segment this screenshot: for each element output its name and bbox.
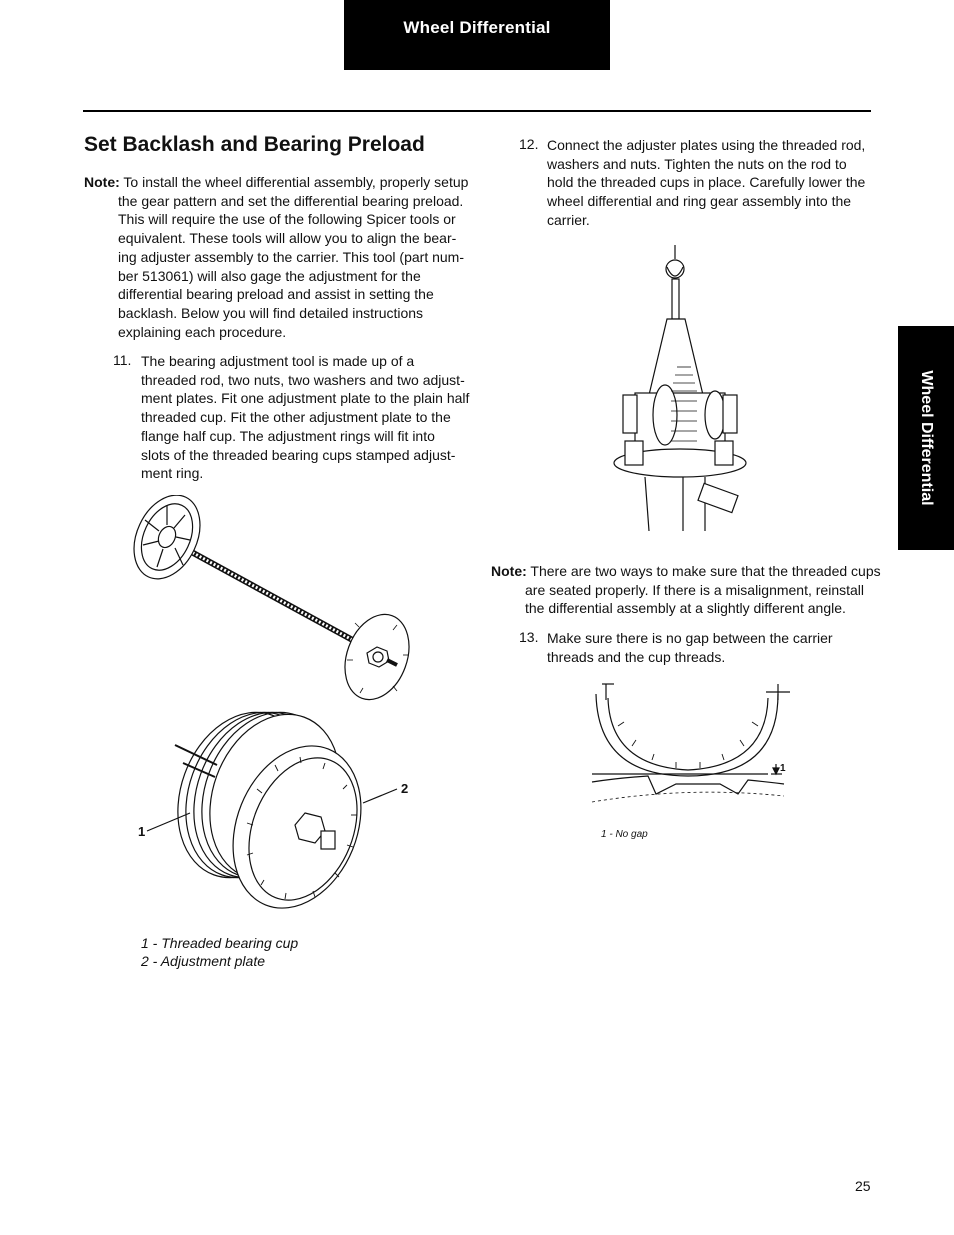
- step-text-line: Make sure there is no gap between the carrier: [547, 630, 833, 646]
- note-text-line: the gear pattern and set the differential bearing preload.: [118, 192, 464, 209]
- note-text-line: the differential assembly at a slightly different angle.: [525, 600, 846, 617]
- note-text-line: equivalent. These tools will allow you to align the bear-: [118, 230, 457, 247]
- thread-gap-illustration: [588, 678, 798, 813]
- step-number: 12.: [519, 136, 539, 152]
- callout-no-gap: 1: [780, 763, 786, 774]
- note-text-line: explaining each procedure.: [118, 323, 287, 340]
- step-text-line: washers and nuts. Tighten the nuts on the rod to: [547, 155, 847, 172]
- step-text-line: Connect the adjuster plates using the threaded rod,: [547, 137, 866, 153]
- note-label: Note:: [491, 563, 527, 579]
- note-text-line: differential bearing preload and assist in setting the: [118, 286, 434, 303]
- note-text-line: ber 513061) will also gage the adjustment for the: [118, 267, 421, 284]
- header-tab-label: Wheel Differential: [403, 18, 551, 37]
- step-text-line: threads and the cup threads.: [547, 648, 726, 665]
- note-text-line: There are two ways to make sure that the threaded cups: [530, 563, 881, 579]
- step-number: 11.: [113, 352, 132, 368]
- step-text-line: flange half cup. The adjustment rings will fit into: [141, 427, 435, 444]
- header-rule: [83, 110, 871, 112]
- step-text-line: slots of the threaded bearing cups stamped adjust-: [141, 446, 456, 463]
- step-text-line: threaded cup. Fit the other adjustment plate to the: [141, 409, 451, 426]
- callout-2: 2: [401, 781, 409, 796]
- step-text-line: wheel differential and ring gear assembly into the: [547, 193, 852, 210]
- callout-1: 1: [138, 824, 146, 839]
- step-text-line: threaded rod, two nuts, two washers and two adjust-: [141, 371, 465, 388]
- step-text-line: The bearing adjustment tool is made up of a: [141, 353, 415, 369]
- step-text-line: ment ring.: [141, 465, 204, 482]
- header-tab: [344, 0, 610, 70]
- step-number: 13.: [519, 629, 539, 645]
- figure-caption-line: 1 - Threaded bearing cup: [141, 935, 299, 951]
- figure-caption: 1 - No gap: [601, 829, 648, 840]
- figure-caption-line: 2 - Adjustment plate: [141, 953, 265, 969]
- note-text-line: are seated properly. If there is a misalignment, reinstall: [525, 581, 865, 598]
- step-text-line: carrier.: [547, 211, 590, 228]
- side-tab: [898, 326, 954, 550]
- note-text-line: backlash. Below you will find detailed instructions: [118, 304, 424, 321]
- differential-lowering-illustration: [605, 245, 755, 535]
- note-text-line: ing adjuster assembly to the carrier. This tool (part num-: [118, 248, 465, 265]
- side-tab-label: Wheel Differential: [918, 370, 935, 506]
- note-text-line: This will require the use of the following Spicer tools or: [118, 211, 456, 228]
- note-text-line: To install the wheel differential assembly, properly setup: [123, 174, 469, 190]
- section-title: Set Backlash and Bearing Preload: [84, 133, 425, 156]
- step-text-line: ment plates. Fit one adjustment plate to the plain half: [141, 390, 470, 407]
- page-number: 25: [855, 1178, 871, 1194]
- step-text-line: hold the threaded cups in place. Carefully lower the: [547, 174, 866, 191]
- bearing-tool-illustration: [125, 495, 425, 915]
- note-label: Note:: [84, 174, 120, 190]
